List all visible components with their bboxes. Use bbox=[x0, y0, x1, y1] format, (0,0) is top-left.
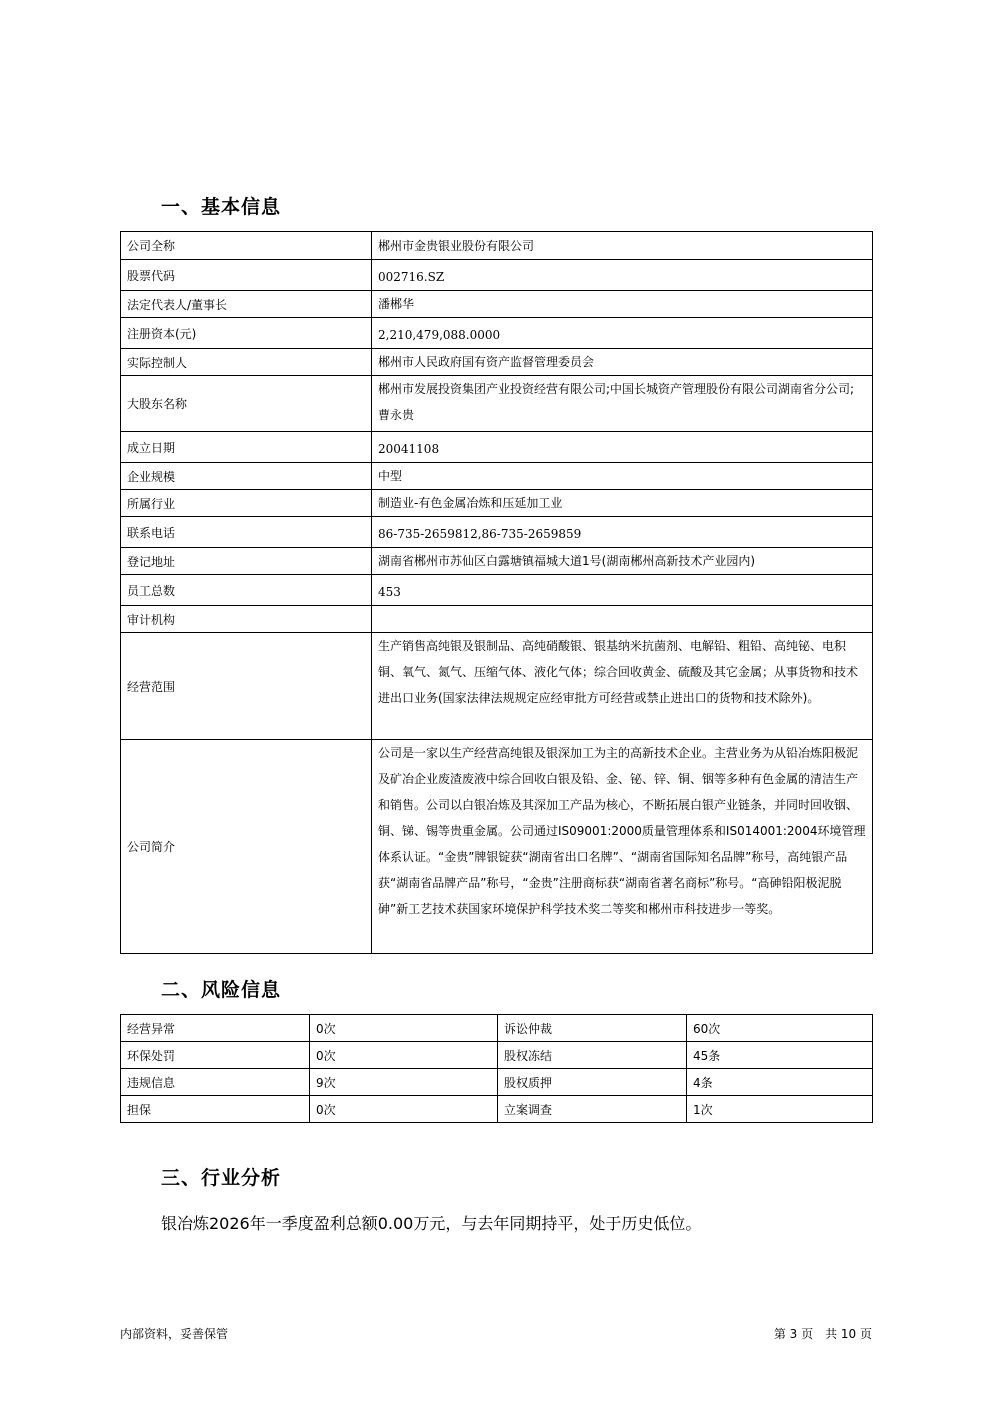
row-label: 审计机构 bbox=[121, 606, 372, 633]
row-value: 86-735-2659812,86-735-2659859 bbox=[372, 517, 873, 548]
industry-analysis-text: 银冶炼2026年一季度盈利总额0.00万元，与去年同期持平，处于历史低位。 bbox=[161, 1214, 702, 1233]
footer-page-number: 第 3 页 共 10 页 bbox=[773, 1327, 872, 1341]
row-label: 登记地址 bbox=[121, 548, 372, 575]
row-value: 20041108 bbox=[372, 432, 873, 463]
row-value: 453 bbox=[372, 575, 873, 606]
row-label: 注册资本(元) bbox=[121, 318, 372, 349]
table-row bbox=[121, 1015, 873, 1042]
row-value: 郴州市人民政府国有资产监督管理委员会 bbox=[372, 349, 873, 376]
row-label: 实际控制人 bbox=[121, 349, 372, 376]
row-label: 股票代码 bbox=[121, 260, 372, 291]
risk-label: 环保处罚 bbox=[121, 1042, 310, 1069]
table-row bbox=[121, 606, 873, 633]
risk-label: 股权质押 bbox=[498, 1069, 687, 1096]
table-row bbox=[121, 1069, 873, 1096]
table-row bbox=[121, 1042, 873, 1069]
row-value: 生产销售高纯银及银制品、高纯硝酸银、银基纳米抗菌剂、电解铅、粗铅、高纯铋、电积铜、氧气、氮气、压缩气体、液化气体；综合回收黄金、硫酸及其它金属；从事货物和技术进出口业务(国家法律法规规定应经审批方可经营或禁止进出口的货物和技术除外)。 bbox=[372, 633, 873, 740]
row-value: 潘郴华 bbox=[372, 291, 873, 318]
risk-value: 0次 bbox=[310, 1042, 498, 1069]
row-value: 郴州市发展投资集团产业投资经营有限公司;中国长城资产管理股份有限公司湖南省分公司;曹永贵 bbox=[372, 376, 873, 432]
risk-label: 经营异常 bbox=[121, 1015, 310, 1042]
risk-label: 担保 bbox=[121, 1096, 310, 1123]
table-row bbox=[121, 260, 873, 291]
section-title-industry: 三、行业分析 bbox=[161, 1167, 282, 1189]
table-row bbox=[121, 517, 873, 548]
row-value: 郴州市金贵银业股份有限公司 bbox=[372, 232, 873, 260]
risk-info-table bbox=[120, 1014, 873, 1123]
risk-value: 0次 bbox=[310, 1015, 498, 1042]
risk-value: 4条 bbox=[687, 1069, 873, 1096]
risk-value: 9次 bbox=[310, 1069, 498, 1096]
row-value: 2,210,479,088.0000 bbox=[372, 318, 873, 349]
table-row bbox=[121, 291, 873, 318]
row-label: 公司全称 bbox=[121, 232, 372, 260]
risk-label: 股权冻结 bbox=[498, 1042, 687, 1069]
table-row bbox=[121, 575, 873, 606]
row-value: 湖南省郴州市苏仙区白露塘镇福城大道1号(湖南郴州高新技术产业园内) bbox=[372, 548, 873, 575]
basic-info-table bbox=[120, 231, 873, 954]
row-label: 企业规模 bbox=[121, 463, 372, 490]
table-row bbox=[121, 318, 873, 349]
risk-value: 1次 bbox=[687, 1096, 873, 1123]
table-row bbox=[121, 1096, 873, 1123]
risk-label: 违规信息 bbox=[121, 1069, 310, 1096]
table-row bbox=[121, 376, 873, 432]
table-row bbox=[121, 432, 873, 463]
table-row bbox=[121, 349, 873, 376]
risk-label: 诉讼仲裁 bbox=[498, 1015, 687, 1042]
section-title-risk: 二、风险信息 bbox=[161, 979, 282, 1001]
row-label: 所属行业 bbox=[121, 490, 372, 517]
table-row bbox=[121, 633, 873, 740]
footer-confidential-note: 内部资料，妥善保管 bbox=[120, 1327, 229, 1341]
row-label: 法定代表人/董事长 bbox=[121, 291, 372, 318]
row-label: 大股东名称 bbox=[121, 376, 372, 432]
table-row bbox=[121, 490, 873, 517]
row-value: 中型 bbox=[372, 463, 873, 490]
table-row bbox=[121, 740, 873, 954]
table-row bbox=[121, 232, 873, 260]
row-label: 公司简介 bbox=[121, 740, 372, 954]
row-label: 成立日期 bbox=[121, 432, 372, 463]
risk-value: 0次 bbox=[310, 1096, 498, 1123]
risk-value: 60次 bbox=[687, 1015, 873, 1042]
risk-label: 立案调查 bbox=[498, 1096, 687, 1123]
row-label: 经营范围 bbox=[121, 633, 372, 740]
table-row bbox=[121, 548, 873, 575]
row-value: 制造业-有色金属冶炼和压延加工业 bbox=[372, 490, 873, 517]
row-value bbox=[372, 606, 873, 633]
table-row bbox=[121, 463, 873, 490]
section-title-basic: 一、基本信息 bbox=[161, 196, 282, 218]
row-value: 002716.SZ bbox=[372, 260, 873, 291]
row-label: 员工总数 bbox=[121, 575, 372, 606]
risk-value: 45条 bbox=[687, 1042, 873, 1069]
row-label: 联系电话 bbox=[121, 517, 372, 548]
row-value: 公司是一家以生产经营高纯银及银深加工为主的高新技术企业。主营业务为从铅冶炼阳极泥及矿冶企业废渣废液中综合回收白银及铅、金、铋、锌、铜、铟等多种有色金属的清洁生产和销售。公司以白银冶炼及其深加工产品为核心，不断拓展白银产业链条，并同时回收铟、铜、锑、锡等贵重金属。公司通过IS09001:2000质量管理体系和IS014001:2004环境管理体系认证。“金贵”牌银锭获“湖南省出口名牌”、“湖南省国际知名品牌”称号，高纯银产品获“湖南省品牌产品”称号，“金贵”注册商标获“湖南省著名商标”称号。“高砷铅阳极泥脱砷”新工艺技术获国家环境保护科学技术奖二等奖和郴州市科技进步一等奖。 bbox=[372, 740, 873, 954]
